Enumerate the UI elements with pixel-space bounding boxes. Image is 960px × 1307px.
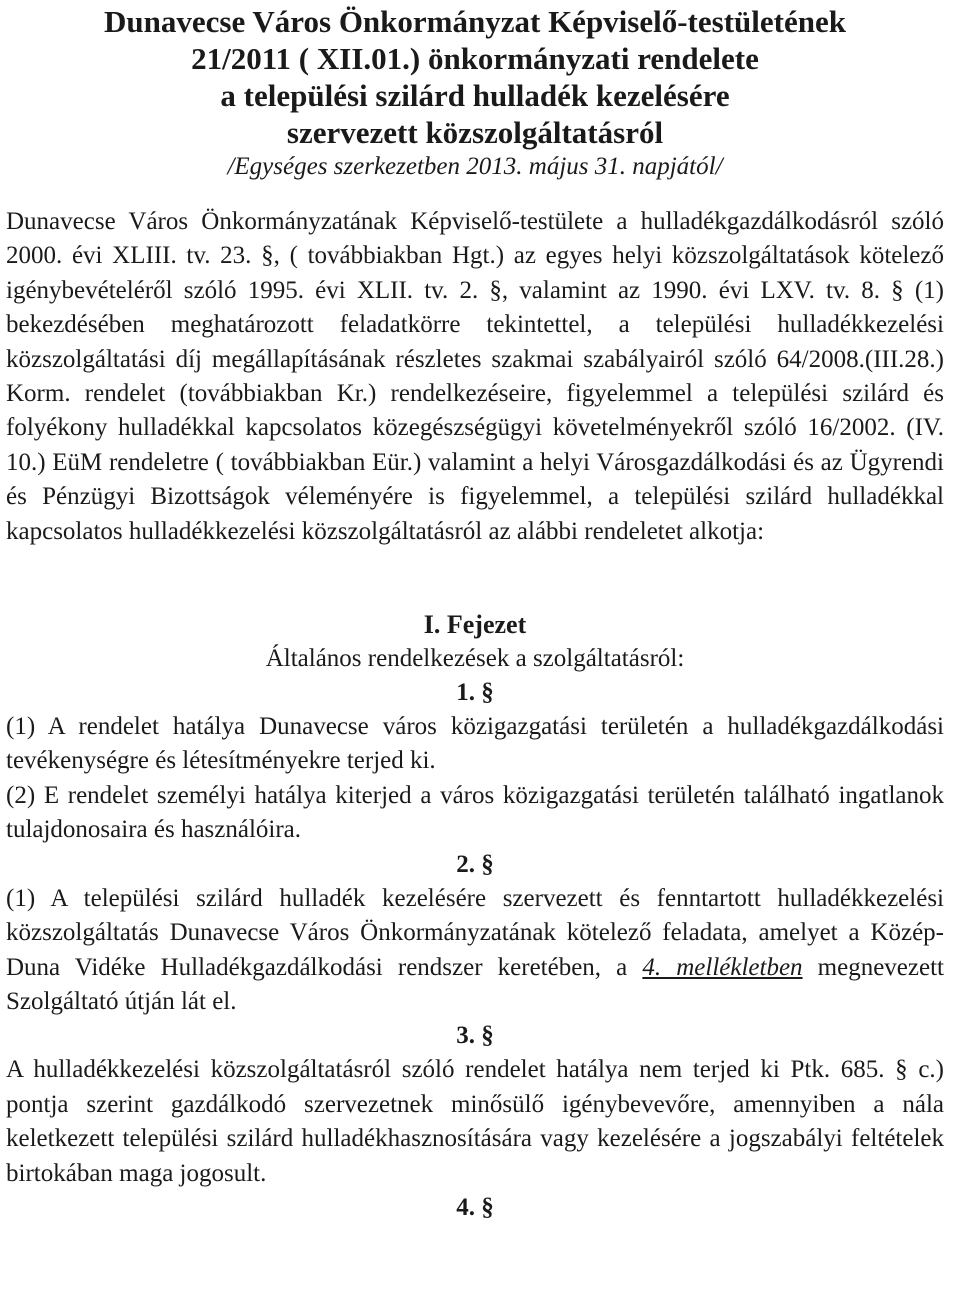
title-line: a települési szilárd hulladék kezelésére [220,78,730,113]
document-subtitle: /Egységes szerkezetben 2013. május 31. napjától/ [227,153,723,180]
document-title [6,0,944,151]
section-paragraph [6,882,944,1020]
paragraph-text: (1) A települési szilárd hulladék kezelésére szervezett és fenntartott hulladékkezelési közszolgáltatás Dunavecse Város Önkormányzatának kötelező feladata, amelyet a Közép-Duna Vidéke Hulladékgazdálkodási rendszer keretében, a [6,884,944,981]
section-number: 2. § [456,850,494,878]
document-page [6,0,944,1225]
annex-link[interactable]: 4. mellékletben [642,953,803,981]
preamble-paragraph: Dunavecse Város Önkormányzatának Képviselő-testülete a hulladékgazdálkodásról szóló 2000. évi XLIII. tv. 23. §, ( továbbiakban Hgt.) az egyes helyi közszolgáltatások kötelező igénybevételéről szóló 1995. évi XLII. tv. 2. §, valamint az 1990. évi LXV. tv. 8. § (1) bekezdésében meghatározott feladatkörre tekintettel, a települési hulladékkezelési közszolgáltatási díj megállapításának részletes szakmai szabályairól szóló 64/2008.(III.28.) Korm. rendelet (továbbiakban Kr.) rendelkezéseire, figyelemmel a települési szilárd és folyékony hulladékkal kapcsolatos közegészségügyi követelményekről szóló 16/2002. (IV. 10.) EüM rendeletre ( továbbiakban Eür.) valamint a helyi Városgazdálkodási és az Ügyrendi és Pénzügyi Bizottságok véleményére is figyelemmel, a települési szilárd hulladékkal kapcsolatos hulladékkezelési közszolgáltatásról az alábbi rendeletet alkotja: [6,208,944,545]
title-line: Dunavecse Város Önkormányzat Képviselő-testületének [104,4,846,39]
section-number: 4. § [456,1193,494,1221]
chapter-title: Általános rendelkezések a szolgáltatásról: [265,645,685,673]
chapter-heading: I. Fejezet [423,610,527,640]
section-paragraph: A hulladékkezelési közszolgáltatásról szóló rendelet hatálya nem terjed ki Ptk. 685. § c.) pontja szerint gazdálkodó szervezetnek minősülő igénybevevőre, amennyiben a nála keletkezett települési szilárd hulladékhasznosítására vagy kezelésére a jogszabályi feltételek birtokában maga jogosult. [6,1056,944,1187]
section-paragraph: (1) A rendelet hatálya Dunavecse város közigazgatási területén a hulladékgazdálkodási tevékenységre és létesítményekre terjed ki. [6,713,944,775]
title-line: szervezett közszolgáltatásról [286,115,664,150]
title-line: 21/2011 ( XII.01.) önkormányzati rendelete [191,41,759,76]
section-number: 1. § [456,679,494,707]
section-number: 3. § [456,1022,494,1050]
section-paragraph: (2) E rendelet személyi hatálya kiterjed a város közigazgatási területén található ingatlanok tulajdonosaira és használóira. [6,781,944,844]
paragraph-text: megnevezett Szolgáltató útján lát el. [6,953,944,1015]
